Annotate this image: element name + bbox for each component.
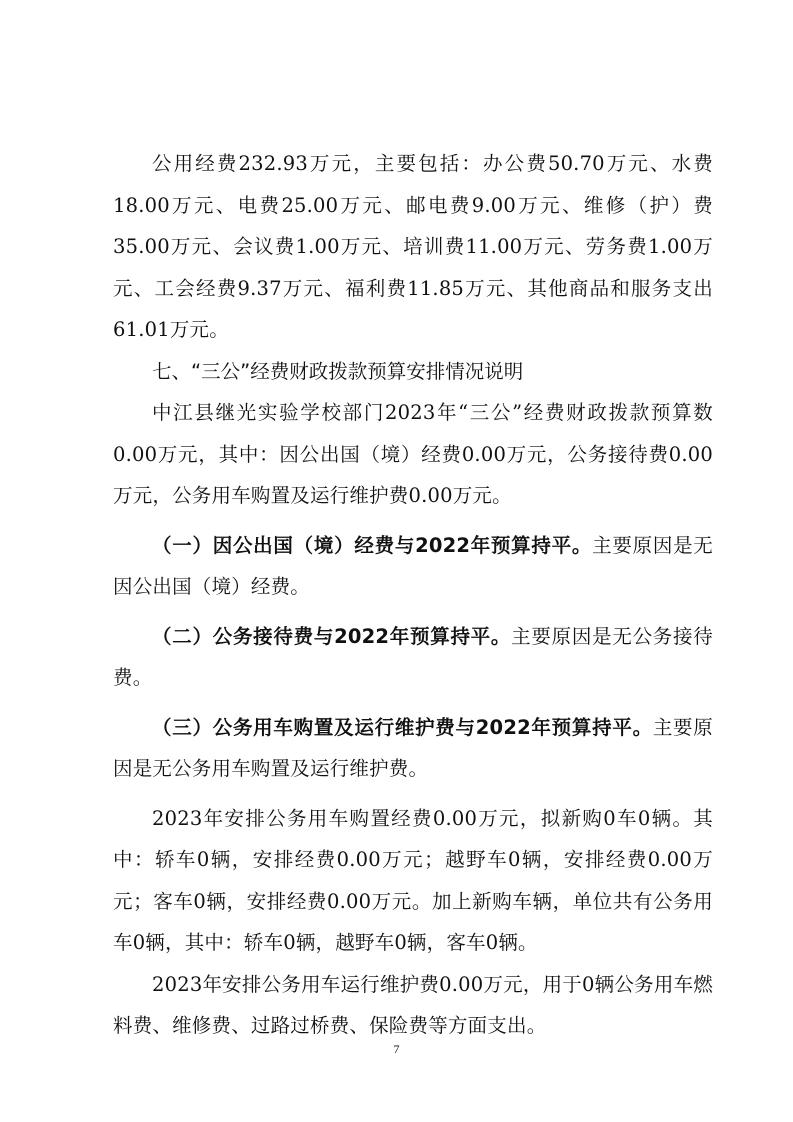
item-overseas-travel-title: （一）因公出国（境）经费与2022年预算持平。 — [152, 533, 593, 557]
item-vehicle-reason: 主要原因是无公务用车购置及运行维护费。 — [113, 715, 713, 780]
item-vehicle-title: （三）公务用车购置及运行维护费与2022年预算持平。 — [152, 715, 653, 739]
paragraph-three-public-summary: 中江县继光实验学校部门2023年“三公”经费财政拨款预算数0.00万元，其中：因公出国（境）经费0.00万元，公务接待费0.00万元，公务用车购置及运行维护费0.00万元。 — [113, 401, 713, 507]
item-reception-title: （二）公务接待费与2022年预算持平。 — [152, 624, 512, 648]
paragraph-vehicle-maintenance: 2023年安排公务用车运行维护费0.00万元，用于0辆公务用车燃料费、维修费、过路过桥费、保险费等方面支出。 — [113, 972, 713, 1037]
section-heading-three-public-expenses: 七、“三公”经费财政拨款预算安排情况说明 — [152, 359, 524, 383]
paragraph-vehicle-purchase: 2023年安排公务用车购置经费0.00万元，拟新购0车0辆。其中：轿车0辆，安排经费0.00万元；越野车0辆，安排经费0.00万元；客车0辆，安排经费0.00万元。加上新购车辆，单位共有公务用车0辆，其中：轿车0辆，越野车0辆，客车0辆。 — [113, 806, 713, 954]
item-vehicle — [113, 707, 713, 790]
page-number: 7 — [393, 1042, 400, 1056]
item-overseas-travel-reason: 主要原因是无因公出国（境）经费。 — [113, 533, 714, 598]
item-overseas-travel — [113, 525, 713, 608]
spacer — [113, 790, 713, 798]
paragraph-public-expenses: 公用经费232.93万元，主要包括：办公费50.70万元、水费18.00万元、电费25.00万元、邮电费9.00万元、维修（护）费35.00万元、会议费1.00万元、培训费11.00万元、劳务费1.00万元、工会经费9.37万元、福利费11.85万元、其他商品和服务支出61.01万元。 — [113, 152, 713, 341]
spacer — [113, 608, 713, 616]
spacer — [113, 517, 713, 525]
item-reception — [113, 616, 713, 699]
document-body — [113, 143, 713, 1047]
item-reception-reason: 主要原因是无公务接待费。 — [113, 624, 713, 689]
spacer — [113, 699, 713, 707]
